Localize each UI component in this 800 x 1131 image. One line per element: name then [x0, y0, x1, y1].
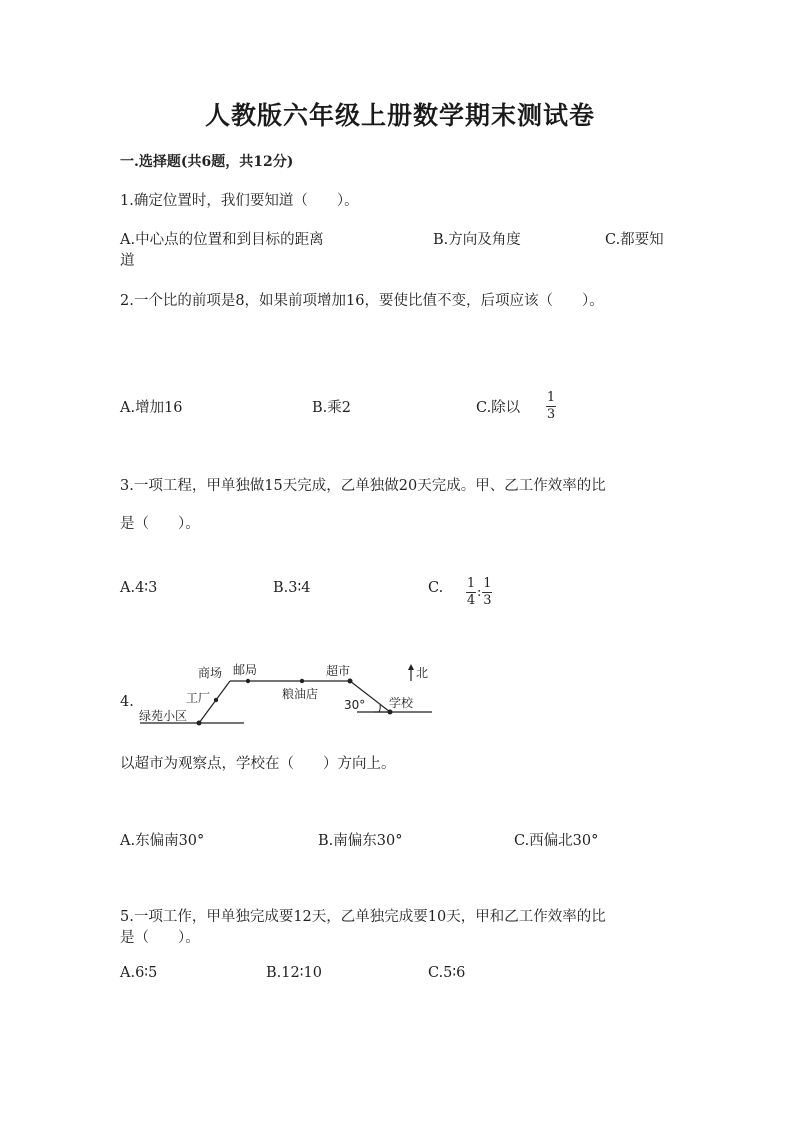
- question-1-option-c-wrap: 道: [120, 253, 135, 269]
- map-label-school: 学校: [389, 696, 414, 710]
- question-1-option-c: C.都要知: [605, 232, 664, 248]
- map-point-post: [246, 679, 250, 683]
- question-4-option-c: C.西偏北30°: [514, 833, 599, 849]
- map-label-angle: 30°: [344, 698, 366, 712]
- map-label-factory: 工厂: [186, 691, 211, 705]
- map-point-factory: [214, 698, 218, 702]
- map-point-community: [197, 721, 202, 726]
- question-3-stem: 3.一项工程，甲单独做15天完成，乙单独做20天完成。甲、乙工作效率的比: [120, 478, 606, 494]
- question-2-option-a: A.增加16: [120, 400, 183, 416]
- question-2-option-b: B.乘2: [312, 400, 351, 416]
- map-angle-arc: [379, 705, 380, 712]
- question-1-option-a: A.中心点的位置和到目标的距离: [120, 232, 324, 248]
- route-map-diagram: [132, 658, 437, 728]
- question-1-stem: 1.确定位置时，我们要知道（ ）。: [120, 193, 359, 209]
- question-3-option-c: C.: [428, 580, 444, 596]
- map-label-grain-store: 粮油店: [282, 687, 319, 701]
- map-label-mall: 商场: [198, 666, 223, 680]
- question-4-number: 4.: [120, 694, 134, 710]
- question-5-option-c: C.5∶6: [428, 965, 466, 981]
- question-4-option-a: A.东偏南30°: [120, 833, 205, 849]
- page-title: 人教版六年级上册数学期末测试卷: [204, 101, 595, 130]
- map-point-grain-store: [300, 679, 304, 683]
- question-5-stem-wrap: 是（ ）。: [120, 930, 200, 946]
- map-point-school: [388, 710, 393, 715]
- question-1-option-b: B.方向及角度: [433, 232, 521, 248]
- question-3-stem-wrap: 是（ ）。: [120, 516, 200, 532]
- section-header: 一.选择题(共6题，共12分): [120, 154, 294, 170]
- question-5-stem: 5.一项工作，甲单独完成要12天，乙单独完成要10天，甲和乙工作效率的比: [120, 909, 606, 925]
- question-2-option-c-fraction: $\frac{1}{3}$: [546, 390, 556, 422]
- map-label-north: 北: [416, 666, 429, 680]
- map-point-supermarket: [348, 679, 353, 684]
- question-3-option-a: A.4∶3: [120, 580, 158, 596]
- question-4-option-b: B.南偏东30°: [318, 833, 403, 849]
- question-4-stem: 以超市为观察点，学校在（ ）方向上。: [120, 756, 396, 772]
- map-label-post: 邮局: [233, 663, 258, 677]
- map-label-supermarket: 超市: [326, 664, 351, 678]
- question-3-option-b: B.3∶4: [273, 580, 311, 596]
- map-label-community: 绿苑小区: [139, 709, 188, 723]
- question-3-option-c-ratio: $\frac{1}{4}$ : $\frac{1}{3}$: [466, 576, 492, 608]
- north-arrow-icon: [408, 664, 414, 670]
- question-5-option-b: B.12∶10: [266, 965, 322, 981]
- question-5-option-a: A.6∶5: [120, 965, 158, 981]
- question-2-stem: 2.一个比的前项是8，如果前项增加16，要使比值不变，后项应该（ ）。: [120, 293, 604, 309]
- question-2-option-c: C.除以: [476, 400, 521, 416]
